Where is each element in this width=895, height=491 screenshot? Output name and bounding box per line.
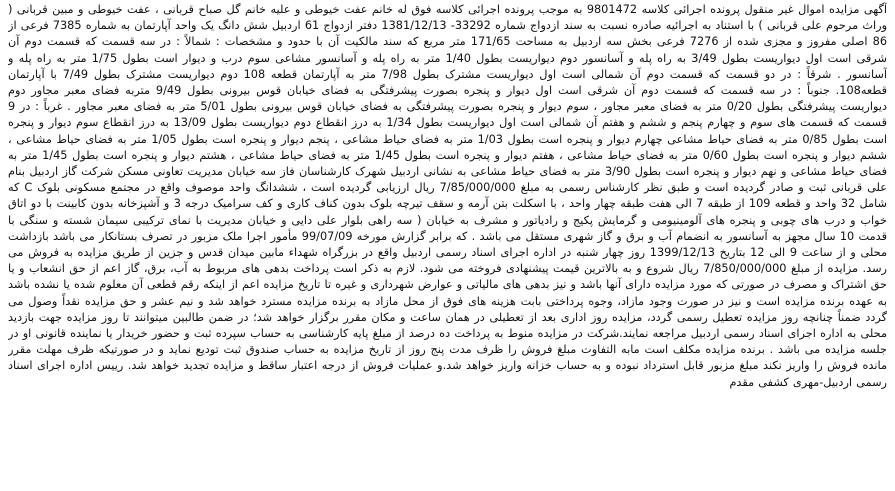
auction-notice [8, 2, 887, 489]
auction-notice-text: آگهی مزایده اموال غیر منقول پرونده اجرائی کلاسه 9801472 به موجب پرونده اجرائی کلاسه فوق له خانم عفت خیوطی و علیه خانم گل صباح قربانی ، عفت خیوطی و مبین قربانی ( وراث مرحوم علی قربانی ) با استناد به اجرائیه صادره نسبت به سند ازدواج شماره 33292- 1381/12/13 دفتر ازدواج 61 اردبیل شش دانگ یک واحد آپارتمان به شماره 7385 فرعی از 86 اصلی مفروز و مجزی شده از 7276 فرعی بخش سه اردبیل به مساحت 171/65 متر مربع که سند مالکیت آن با حدود و مشخصات : شمالاً : در سه قسمت که قسمت دوم آن شرقی است اول دیواریست بطول 3/49 به راه پله و آسانسور دوم دیواریست بطول 1/40 متر به راه پله و آسانسور مشاعی سوم درب و دیوار است بطول 1/75 متر به راه پله و آسانسور . شرقاً : در دو قسمت که قسمت دوم آن شمالی است اول دیواریست مشترک بطول 7/98 متر به آپارتمان قطعه 108 دوم دیواریست مشترک بطول 7/49 با آپارتمان قطعه108. جنوباً : در سه قسمت که قسمت دوم آن شرقی است اول دیوار و پنجره بصورت پیشرفتگی به فضای خیابان قوس بیرونی بطول 9/49 متربه فضای معبر مجاور دوم دیواریست پیشرفتگی بطول 0/20 متر به فضای معبر مجاور ، سوم دیوار و پنجره بصورت پیشرفتگی به فضای خیابان قوس بیرونی بطول 5/01 متر به فضای معبر مجاور . غرباً : در 9 قسمت که قسمت های سوم و چهارم پنجم و ششم و هفتم آن شمالی است اول دیواریست بطول 1/34 به درز انقطاع دوم دیواریست بطول 13/09 به درز انقطاع سوم دیوار و پنجره است بطول 0/85 متر به فضای حیاط مشاعی چهارم دیوار و پنجره است بطول 1/03 متر به فضای حیاط مشاعی ، پنجم دیوار و پنجره است بطول 1/05 متر به فضای حیاط مشاعی ، ششم دیوار و پنجره است بطول 0/60 متر به فضای حیاط مشاعی ، هفتم دیوار و پنجره است بطول 1/45 متر به فضای حیاط مشاعی ، هشتم دیوار و پنجره است بطول 1/45 متر به فضای حیاط مشاعی و نهم دیوار و پنجره است بطول 3/90 متر به فضای حیاط مشاعی به نشانی اردبیل شهرک کارشناسان فاز سه خیابان مدیریت تعاونی مسکن شرکت گاز اردبیل بنام علی قربانی ثبت و صادر گردیده است و طبق نظر کارشناس رسمی به مبلغ 7/85/000/000 ریال ارزیابی گردیده است ، ششدانگ واحد موصوف واقع در مجتمع مسکونی بلوک C که شامل 32 واحد و قطعه 109 از طبقه 7 الی هفت طبقه چهار واحد ، با اسکلت بتن آرمه و سقف تیرچه بلوک بدون کناف کاری و کف سرامیک درجه 3 و آشپزخانه بدون کابینت با دو اتاق خواب و درب های چوبی و پنجره های آلومینیومی و گرمایش پکیج و رادیاتور و مشرف به خیابان ( سه راهی بلوار علی دایی و خیابان مدیریت با نمای ترکیبی سیمان شسته و سنگی با قدمت 10 سال مجهز به آسانسور به انضمام آب و برق و گاز شهری مستقل می باشد . که برابر گزارش مورخه 99/07/09 مأمور اجرا ملک مزبور در تصرف بستانکار می باشد بازداشت محلی و از ساعت 9 الی 12 بتاریخ 1399/12/13 روز چهار شنبه در اداره اجرای اسناد رسمی اردبیل واقع در بزرگراه شهداء مابین میدان قدس و جزین از طریق مزایده به فروش می رسد. مزایده از مبلغ 7/850/000/000 ریال شروع و به بالاترین قیمت پیشنهادی فروخته می شود. لازم به ذکر است پرداخت بدهی های مربوط به آب، برق، گاز اعم از حق انشعاب و یا حق اشتراک و مصرف در صورتی که مورد مزایده دارای آنها باشد و نیز بدهی های مالیاتی و عوارض شهرداری و غیره تا تاریخ مزایده اعم از اینکه رقم قطعی آن معلوم شده یا نشده باشد به عهده برنده مزایده است و نیز در صورت وجود مازاد، وجوه پرداختی بابت هزینه های فوق از محل مازاد به برنده مزایده مسترد خواهد شد و نیم عشر و حق مزایده نقداً وصول می گردد ضمناً چنانچه روز مزایده تعطیل رسمی گردد، مزایده روز اداری بعد از تعطیلی در همان ساعت و مکان مقرر برگزار خواهد شد؛ در ضمن طالبین میتوانند تا روز مزایده جهت بازدید محلی به اداره اجرای اسناد رسمی اردبیل مراجعه نمایند.شرکت در مزایده منوط به پرداخت ده درصد از مبلغ پایه کارشناسی به حساب سپرده ثبت و حضور خریدار یا نماینده قانونی او در جلسه مزایده می باشد . برنده مزایده مکلف است مابه التفاوت مبلغ فروش را ظرف مدت پنج روز از تاریخ مزایده به حساب صندوق ثبت تودیع نماید و در صورتیکه ظرف مهلت مقرر مانده فروش را واریز نکند مبلغ مزبور قابل استرداد نبوده و به حساب خزانه واریز خواهد شد.و عملیات فروش از درجه اعتبار ساقط و مزایده تجدید خواهد شد. رییس اداره اجرای اسناد رسمی اردبیل-مهری کشفی مقدم [8, 3, 887, 389]
